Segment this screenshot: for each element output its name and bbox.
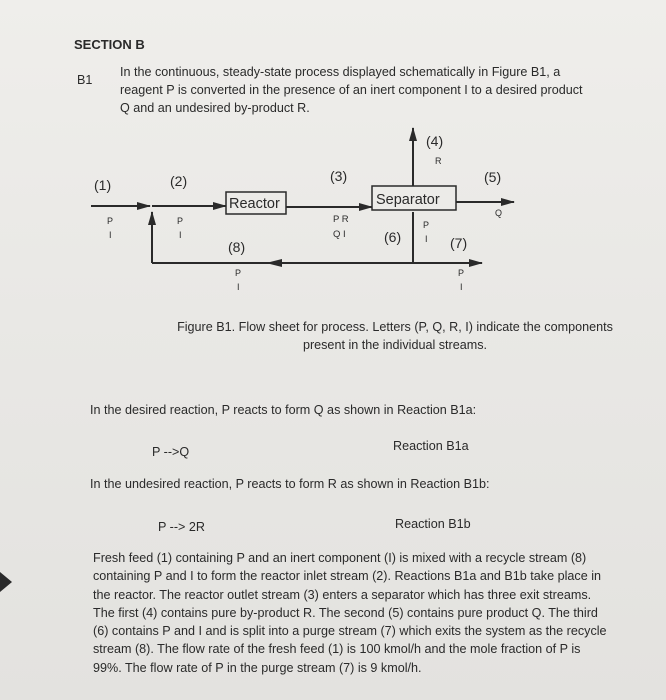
stream-7-component: I xyxy=(460,282,463,292)
caption-line: present in the individual streams. xyxy=(302,338,488,352)
stream-8-component: I xyxy=(237,282,240,292)
stream-3-label: (3) xyxy=(330,168,348,184)
reaction-b-equation: P --> 2R xyxy=(158,520,206,534)
flow-sheet-diagram xyxy=(0,0,666,310)
paragraph-line: 99%. The flow rate of P in the purge stream (7) is 9 kmol/h. xyxy=(93,660,422,675)
reaction-b-label: Reaction B1b xyxy=(395,517,471,531)
stream-4-label: (4) xyxy=(426,133,444,149)
reaction-a-equation: P -->Q xyxy=(152,445,190,459)
stream-5-component: Q xyxy=(495,208,503,218)
stream-8-component: P xyxy=(235,268,242,278)
figure-caption xyxy=(150,318,640,354)
paragraph-line: stream (8). The flow rate of the fresh feed (1) is 100 kmol/h and the mole fraction of P is xyxy=(93,642,581,657)
paragraph-line: (6) contains P and I and is split into a purge stream (7) which exits the system as the recycle xyxy=(93,624,607,639)
intro-line: Q and an undesired by-product R. xyxy=(120,101,310,115)
question-number: B1 xyxy=(77,73,93,87)
stream-1-component: I xyxy=(109,230,112,240)
stream-5-label: (5) xyxy=(484,169,502,185)
paragraph-line: containing P and I to form the reactor inlet stream (2). Reactions B1a and B1b take place in xyxy=(93,569,601,584)
stream-2-label: (2) xyxy=(170,173,188,189)
paragraph-line: The first (4) contains pure by-product R. The second (5) contains pure product Q. The third xyxy=(93,605,598,620)
stream-4-component: R xyxy=(435,156,442,166)
undesired-reaction-text: In the undesired reaction, P reacts to form R as shown in Reaction B1b: xyxy=(90,477,490,491)
stream-8-arrow xyxy=(266,259,282,267)
stream-8-label: (8) xyxy=(228,239,246,255)
problem-paragraph xyxy=(93,549,653,677)
section-title: SECTION B xyxy=(74,37,145,52)
stream-2-component: P xyxy=(177,216,184,226)
stream-6-component: I xyxy=(425,234,428,244)
stream-3-component: P R xyxy=(333,214,349,225)
desired-reaction-text: In the desired reaction, P reacts to form Q as shown in Reaction B1a: xyxy=(90,403,477,417)
stream-6-component: P xyxy=(423,220,430,230)
stream-1-label: (1) xyxy=(94,177,112,193)
caption-line: Figure B1. Flow sheet for process. Letters (P, Q, R, I) indicate the components xyxy=(177,320,613,334)
pointer-arrow-icon xyxy=(0,568,16,598)
stream-1-component: P xyxy=(107,216,114,226)
reactor-label: Reactor xyxy=(229,196,280,212)
intro-line: reagent P is converted in the presence of an inert component I to a desired product xyxy=(120,83,583,97)
intro-line: In the continuous, steady-state process displayed schematically in Figure B1, a xyxy=(120,65,561,79)
paragraph-line: the reactor. The reactor outlet stream (3) enters a separator which has three exit streams. xyxy=(93,587,592,602)
stream-7-label: (7) xyxy=(450,235,468,251)
stream-6-label: (6) xyxy=(384,229,402,245)
paragraph-line: Fresh feed (1) containing P and an inert component (I) is mixed with a recycle stream (8) xyxy=(93,551,587,565)
separator-label: Separator xyxy=(376,192,440,208)
stream-7-component: P xyxy=(458,268,465,278)
reaction-a-label: Reaction B1a xyxy=(393,439,469,453)
stream-3-component: Q I xyxy=(333,229,346,240)
stream-2-component: I xyxy=(179,230,182,240)
